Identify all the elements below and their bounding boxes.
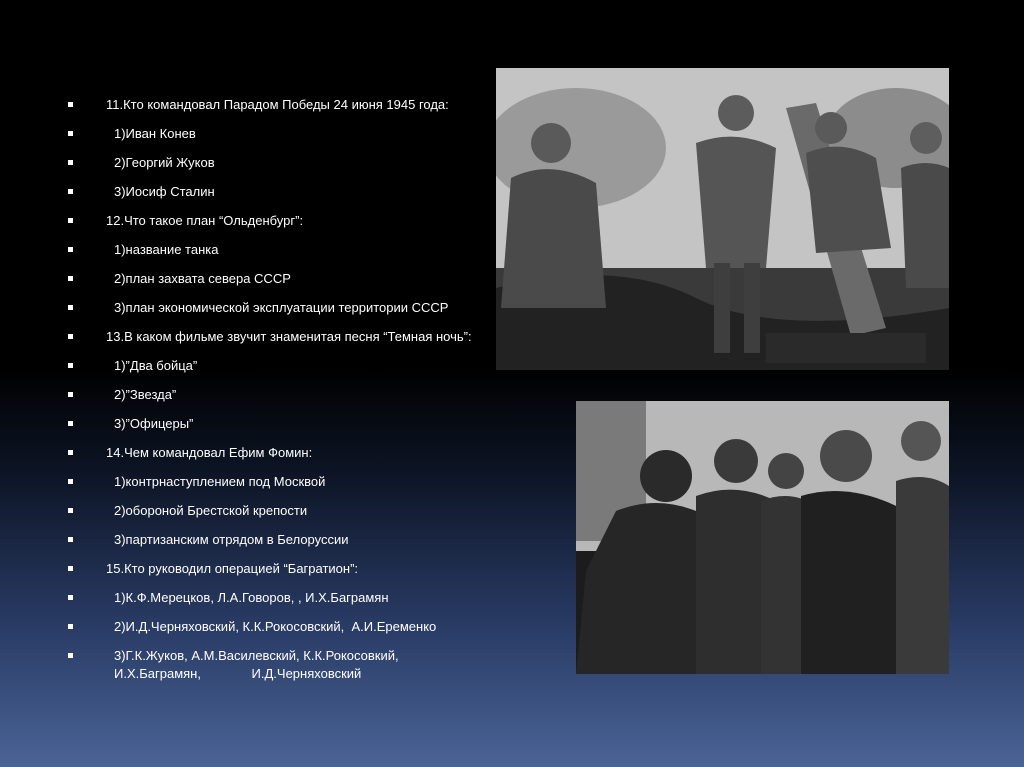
- answer-option: [68, 357, 498, 375]
- answer-text: 3)партизанским отрядом в Белоруссии: [114, 532, 349, 547]
- answer-option: [68, 183, 498, 201]
- answer-text: 1)К.Ф.Мерецков, Л.А.Говоров, , И.Х.Баграмян: [114, 590, 389, 605]
- bullet-icon: [68, 421, 73, 426]
- bullet-icon: [68, 653, 73, 658]
- bullet-icon: [68, 218, 73, 223]
- answer-option: [68, 270, 498, 288]
- answer-text: 2)”Звезда”: [114, 387, 177, 402]
- answer-text: 3)Иосиф Сталин: [114, 184, 215, 199]
- bullet-icon: [68, 189, 73, 194]
- question-item: [68, 212, 498, 230]
- answer-option: [68, 531, 498, 549]
- officers-group-photo: [576, 401, 949, 674]
- bullet-icon: [68, 479, 73, 484]
- question-text: 14.Чем командовал Ефим Фомин:: [106, 445, 313, 460]
- answer-option: [68, 415, 498, 433]
- answer-option: [68, 154, 498, 172]
- answer-option: [68, 618, 498, 636]
- bullet-icon: [68, 102, 73, 107]
- answer-text: 3)Г.К.Жуков, А.М.Василевский, К.К.Рокосовкий, И.Х.Баграмян, И.Д.Черняховский: [114, 648, 399, 681]
- answer-option: [68, 386, 498, 404]
- answer-option: [68, 647, 498, 683]
- question-text: 11.Кто командовал Парадом Победы 24 июня 1945 года:: [106, 97, 449, 112]
- answer-option: [68, 125, 498, 143]
- answer-text: 2)И.Д.Черняховский, К.К.Рокосовский, А.И.Еременко: [114, 619, 437, 634]
- answer-text: 1)контрнаступлением под Москвой: [114, 474, 326, 489]
- answer-text: 3)план экономической эксплуатации территории СССР: [114, 300, 449, 315]
- answer-option: [68, 299, 498, 317]
- bullet-icon: [68, 160, 73, 165]
- question-item: [68, 444, 498, 462]
- answer-text: 1)”Два бойца”: [114, 358, 198, 373]
- bullet-icon: [68, 566, 73, 571]
- answer-option: [68, 241, 498, 259]
- answer-text: 1)Иван Конев: [114, 126, 196, 141]
- answer-option: [68, 589, 498, 607]
- bullet-icon: [68, 537, 73, 542]
- question-list: [68, 96, 498, 694]
- answer-text: 2)обороной Брестской крепости: [114, 503, 308, 518]
- question-text: 13.В каком фильме звучит знаменитая песня “Темная ночь”:: [106, 329, 472, 344]
- mortar-crew-illustration: [496, 68, 949, 370]
- answer-text: 1)название танка: [114, 242, 219, 257]
- bullet-icon: [68, 276, 73, 281]
- bullet-icon: [68, 363, 73, 368]
- bullet-icon: [68, 247, 73, 252]
- officers-group-illustration: [576, 401, 949, 674]
- bullet-icon: [68, 508, 73, 513]
- question-item: [68, 560, 498, 578]
- bullet-icon: [68, 595, 73, 600]
- bullet-icon: [68, 334, 73, 339]
- bullet-icon: [68, 131, 73, 136]
- answer-text: 2)план захвата севера СССР: [114, 271, 291, 286]
- bullet-icon: [68, 305, 73, 310]
- bullet-icon: [68, 624, 73, 629]
- answer-text: 3)”Офицеры”: [114, 416, 194, 431]
- question-item: [68, 96, 498, 114]
- question-text: 12.Что такое план “Ольденбург”:: [106, 213, 304, 228]
- question-text: 15.Кто руководил операцией “Багратион”:: [106, 561, 359, 576]
- bullet-icon: [68, 392, 73, 397]
- answer-option: [68, 473, 498, 491]
- mortar-crew-photo: [496, 68, 949, 370]
- answer-text: 2)Георгий Жуков: [114, 155, 215, 170]
- answer-option: [68, 502, 498, 520]
- question-item: [68, 328, 498, 346]
- bullet-icon: [68, 450, 73, 455]
